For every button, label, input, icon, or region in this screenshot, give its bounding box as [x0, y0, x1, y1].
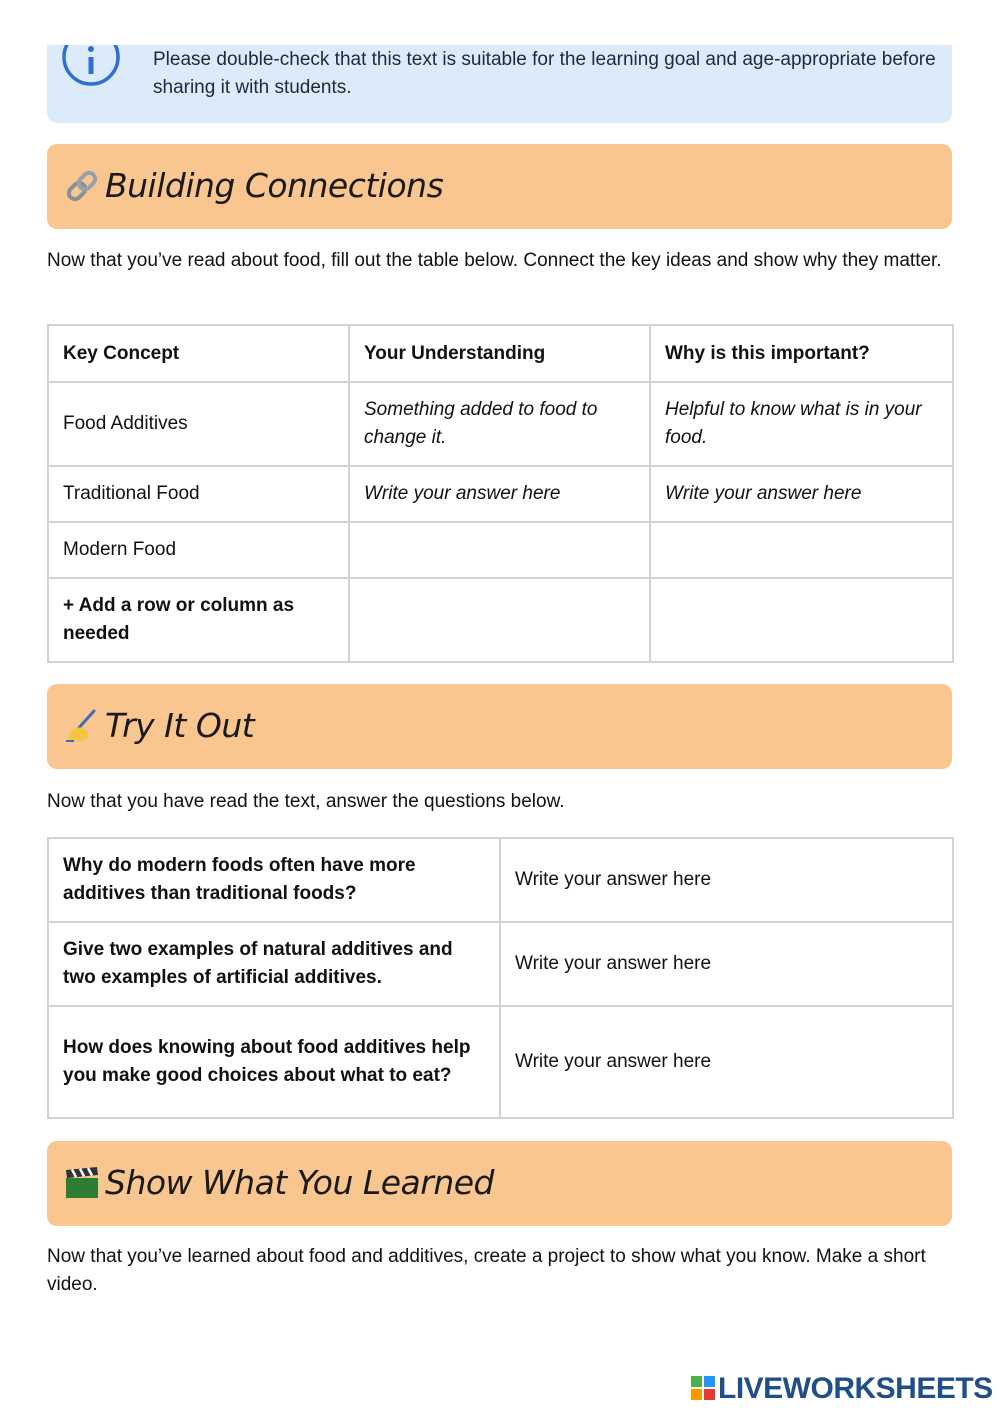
- table-row: [48, 578, 953, 662]
- answer-cell[interactable]: Write your answer here: [500, 1006, 953, 1118]
- table-row: [48, 382, 953, 466]
- logo-mark-icon: [690, 1375, 716, 1401]
- table-row: [48, 522, 953, 578]
- notice-box: [47, 45, 952, 123]
- add-row-cell: + Add a row or column as needed: [48, 578, 349, 662]
- table-cell: Modern Food: [48, 522, 349, 578]
- table-cell: Food Additives: [48, 382, 349, 466]
- table-header: Your Understanding: [349, 325, 650, 382]
- section-banner-building: [47, 144, 952, 229]
- answer-cell[interactable]: [650, 522, 953, 578]
- section-banner-show: [47, 1141, 952, 1226]
- info-icon: [62, 45, 122, 87]
- answer-cell[interactable]: Write your answer here: [349, 466, 650, 522]
- section-title: Building Connections: [105, 166, 444, 205]
- answer-cell[interactable]: Write your answer here: [500, 838, 953, 922]
- table-row: [48, 922, 953, 1006]
- logo-text: LIVEWORKSHEETS: [718, 1372, 993, 1405]
- table-header: Why is this important?: [650, 325, 953, 382]
- question-cell: How does knowing about food additives help you make good choices about what to eat?: [48, 1006, 500, 1118]
- writing-hand-icon: [64, 708, 100, 744]
- building-intro: Now that you’ve read about food, fill out the table below. Connect the key ideas and show why they matter.: [47, 250, 942, 271]
- table-cell: Traditional Food: [48, 466, 349, 522]
- section-title: Show What You Learned: [105, 1163, 494, 1202]
- answer-cell[interactable]: Something added to food to change it.: [349, 382, 650, 466]
- section-banner-try: [47, 684, 952, 769]
- answer-cell[interactable]: Helpful to know what is in your food.: [650, 382, 953, 466]
- answer-cell[interactable]: Write your answer here: [500, 922, 953, 1006]
- notice-text: Please double-check that this text is suitable for the learning goal and age-appropriate before sharing it with students.: [153, 49, 936, 98]
- question-cell: Why do modern foods often have more additives than traditional foods?: [48, 838, 500, 922]
- table-row: [48, 466, 953, 522]
- table-header: Key Concept: [48, 325, 349, 382]
- table-row: [48, 838, 953, 922]
- table-row: [48, 1006, 953, 1118]
- try-intro: Now that you have read the text, answer the questions below.: [47, 791, 565, 812]
- link-icon: [64, 168, 100, 204]
- clapperboard-icon: [64, 1165, 100, 1201]
- section-title: Try It Out: [105, 706, 255, 745]
- answer-cell[interactable]: [349, 578, 650, 662]
- show-intro: Now that you’ve learned about food and additives, create a project to show what you know. Make a short video.: [47, 1246, 926, 1295]
- answer-cell[interactable]: Write your answer here: [650, 466, 953, 522]
- question-cell: Give two examples of natural additives and two examples of artificial additives.: [48, 922, 500, 1006]
- table-header-row: [48, 325, 953, 382]
- questions-table: [47, 837, 954, 1119]
- answer-cell[interactable]: [650, 578, 953, 662]
- concept-table: [47, 324, 954, 663]
- answer-cell[interactable]: [349, 522, 650, 578]
